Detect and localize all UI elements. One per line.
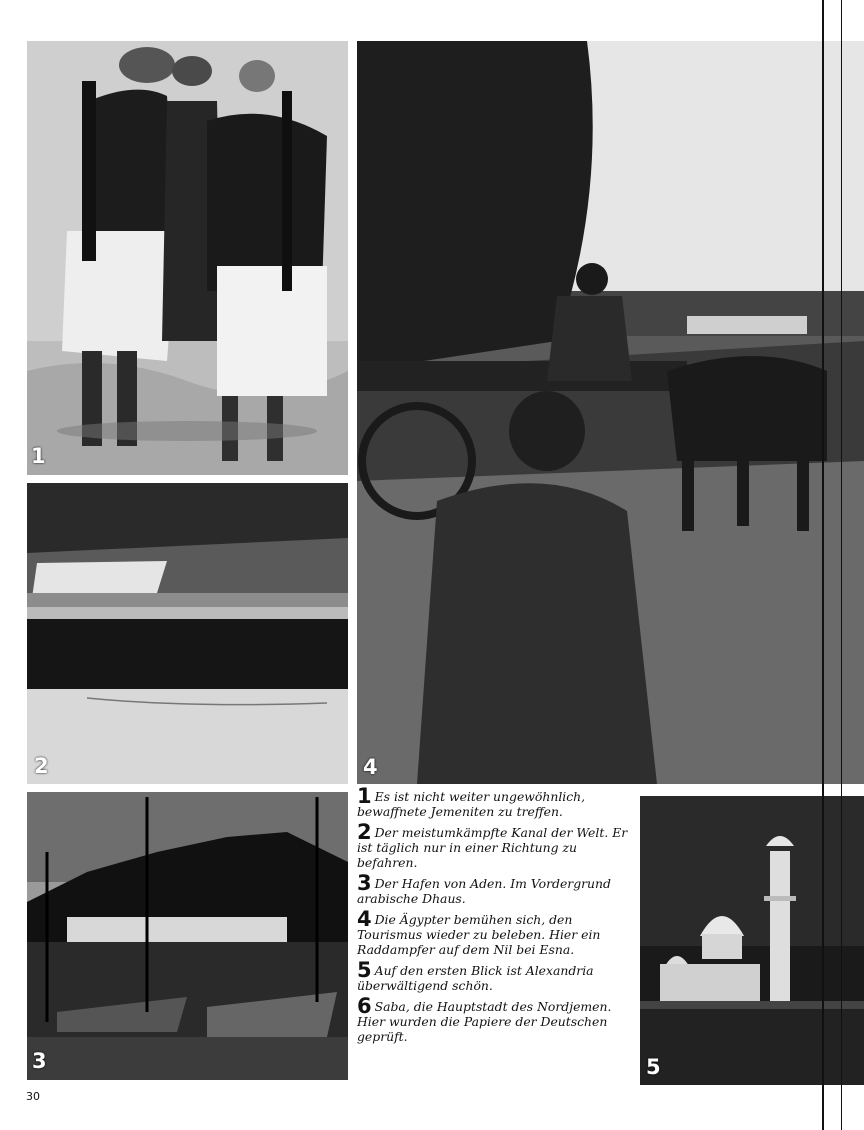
- caption-number-2: 2: [357, 820, 372, 844]
- caption-text-2: Der meistumkämpfte Kanal der Welt. Er ist täglich nur in einer Richtung zu befahren.: [357, 825, 628, 870]
- caption-text-5: Auf den ersten Blick ist Alexandria überwältigend schön.: [357, 963, 594, 993]
- photo-1-armed-yemenis: [27, 41, 348, 475]
- photo-number-4: 4: [363, 755, 378, 779]
- photo-number-2: 2: [34, 754, 49, 778]
- page-fold-line: [822, 0, 824, 1130]
- photo-5-alexandria-mosque: [640, 796, 864, 1085]
- page-number: 30: [26, 1090, 40, 1103]
- photo-number-3: 3: [32, 1049, 47, 1073]
- caption-text-4: Die Ägypter bemühen sich, den Tourismus wieder zu beleben. Hier ein Raddampfer auf dem Nil bei Esna.: [357, 912, 601, 957]
- photo-3-image: [27, 792, 348, 1080]
- caption-text-6: Saba, die Hauptstadt des Nordjemen. Hier wurden die Papiere der Deutschen geprüft.: [357, 999, 612, 1044]
- photo-4-nile-esna: [357, 41, 864, 784]
- page-fold-line-2: [841, 0, 842, 1130]
- caption-number-6: 6: [357, 994, 372, 1018]
- photo-3-aden-harbour: [27, 792, 348, 1080]
- photo-number-1: 1: [31, 444, 46, 468]
- photo-5-image: [640, 796, 864, 1085]
- caption-6: [357, 994, 629, 1044]
- photo-2-canal: [27, 483, 348, 784]
- caption-number-1: 1: [357, 784, 372, 808]
- photo-2-image: [27, 483, 348, 784]
- caption-number-4: 4: [357, 907, 372, 931]
- caption-text-3: Der Hafen von Aden. Im Vordergrund arabische Dhaus.: [357, 876, 611, 906]
- captions-block: [357, 784, 629, 1050]
- photo-4-image: [357, 41, 864, 784]
- caption-number-5: 5: [357, 958, 372, 982]
- caption-4: [357, 907, 629, 957]
- caption-2: [357, 820, 629, 870]
- caption-number-3: 3: [357, 871, 372, 895]
- caption-5: [357, 958, 629, 993]
- caption-1: [357, 784, 629, 819]
- photo-number-5: 5: [646, 1055, 661, 1079]
- photo-1-image: [27, 41, 348, 475]
- caption-text-1: Es ist nicht weiter ungewöhnlich, bewaffnete Jemeniten zu treffen.: [357, 789, 586, 819]
- caption-3: [357, 871, 629, 906]
